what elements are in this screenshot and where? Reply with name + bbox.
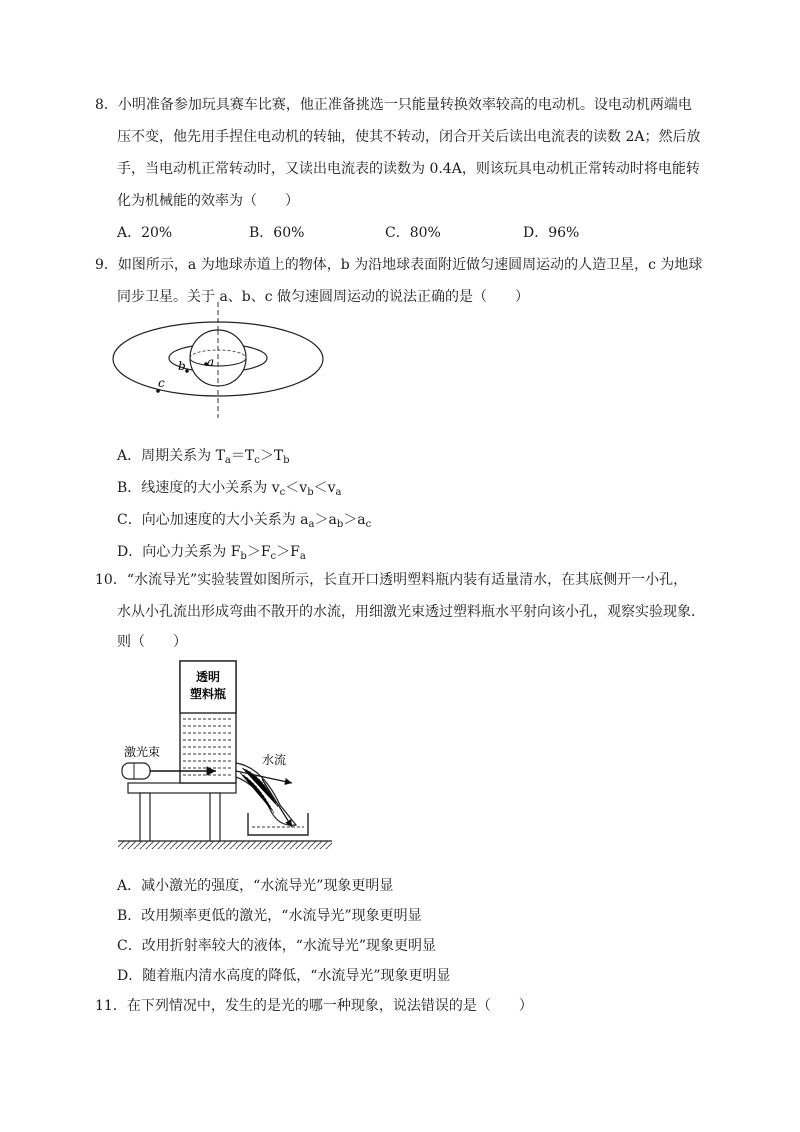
- label-a: a: [207, 355, 215, 369]
- q10-line-2: 水从小孔流出形成弯曲不散开的水流，用细激光束透过塑料瓶水平射向该小孔，观察实验现象．: [117, 604, 705, 620]
- q8-options: [0, 223, 800, 243]
- q8-line-3: 手，当电动机正常转动时，又读出电流表的读数为 0.4A，则该玩具电动机正常转动时将电能转: [117, 161, 700, 177]
- table-top: [128, 783, 236, 793]
- laser-label: 激光束: [123, 745, 161, 759]
- q9-option-a: A．周期关系为 $T_a=T_c>T_b$: [117, 448, 290, 466]
- q10-line-3: 则（ ）: [117, 634, 187, 650]
- point-b: [185, 369, 189, 373]
- q10-option-a: A．减小激光的强度，“水流导光”现象更明显: [117, 878, 394, 894]
- table-leg-left: [140, 793, 150, 841]
- table-leg-right: [210, 793, 220, 841]
- q9-option-c: C．向心加速度的大小关系为 $a_a>a_b>a_c$: [117, 512, 372, 530]
- q9-line-2: 同步卫星。关于 a、b、c 做匀速圆周运动的说法正确的是（ ）: [117, 289, 530, 305]
- q8-line-2: 压不变，他先用手捏住电动机的转轴，使其不转动，闭合开关后读出电流表的读数 2A；然后放: [117, 129, 701, 145]
- q8-line-1: 8．小明准备参加玩具赛车比赛，他正准备挑选一只能量转换效率较高的电动机。设电动机两端电: [95, 97, 692, 113]
- water-label: 水流: [262, 753, 287, 767]
- q9-option-d: D．向心力关系为 $F_b>F_c>F_a$: [117, 544, 306, 562]
- label-c: c: [158, 376, 165, 390]
- q8-line-4: 化为机械能的效率为（ ）: [117, 193, 299, 209]
- q8-option-d: D．96%: [523, 225, 580, 241]
- laser-device: [122, 763, 150, 779]
- orbit-diagram: [110, 300, 340, 422]
- q10-option-d: D．随着瓶内清水高度的降低，“水流导光”现象更明显: [117, 968, 451, 984]
- bottle-label-2: 塑料瓶: [189, 687, 227, 701]
- q10-option-c: C．改用折射率较大的液体，“水流导光”现象更明显: [117, 938, 437, 954]
- q10-option-b: B．改用频率更低的激光，“水流导光”现象更明显: [117, 908, 422, 924]
- ground-hatch: [118, 841, 332, 849]
- q8-option-a: A．20%: [117, 225, 173, 241]
- q9-option-b: B．线速度的大小关系为 $v_c<v_b<v_a$: [117, 480, 342, 498]
- label-b: b: [178, 359, 186, 373]
- q8-option-c: C．80%: [385, 225, 441, 241]
- bottle-label-1: 透明: [195, 670, 221, 684]
- q9-line-1: 9．如图所示，a 为地球赤道上的物体，b 为沿地球表面附近做匀速圆周运动的人造卫星，c 为地球: [95, 257, 703, 273]
- q8-option-b: B．60%: [249, 225, 305, 241]
- q11-line-1: 11．在下列情况中，发生的是光的哪一种现象，说法错误的是（ ）: [95, 998, 533, 1014]
- q10-line-1: 10．“水流导光”实验装置如图所示，长直开口透明塑料瓶内装有适量清水，在其底侧开一小孔，: [95, 572, 688, 588]
- light-guide-diagram: [112, 655, 338, 855]
